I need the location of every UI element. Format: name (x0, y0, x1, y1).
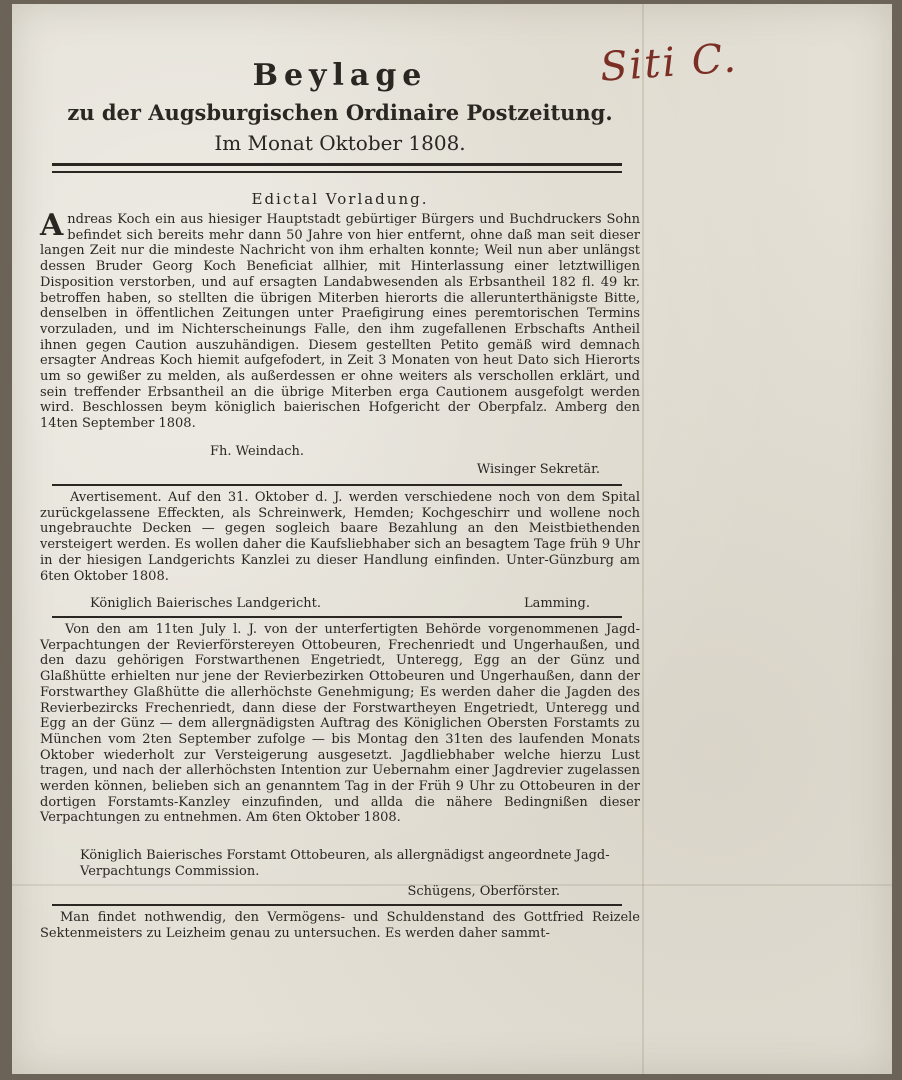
masthead-rule (52, 163, 622, 173)
separator-rule-1 (52, 484, 622, 486)
separator-rule-3 (52, 904, 622, 906)
notice2-signer1: Königlich Baierisches Landgericht. (90, 596, 321, 611)
notice1-dropcap: A (40, 208, 64, 243)
fold-crease-vertical (642, 4, 644, 1074)
notice1-signer2: Wisinger Sekretär. (476, 462, 600, 477)
notice3-signer1: Königlich Baierisches Forstamt Ottobeuren, als allergnädigst angeordnete Jagd-Verpachtungs Commission. (80, 848, 610, 879)
notice1-heading: Edictal Vorladung. (251, 190, 429, 208)
notice3-body: Von den am 11ten July l. J. von der unterfertigten Behörde vorgenommenen Jagd-Verpachtungen der Revierförstereyen Ottobeuren, Frechenriedt und Ungerhaußen, und den dazu gehörigen Forstwarthenen Engetriedt, Unteregg, Egg an der Günz und Glaßhütte erhielten nur jene der Revierbezirken Ottobeuren und Ungerhaußen, dann der Forstwarthey Glaßhütte die allerhöchste Genehmigung; Es werden daher die Jagden des Revierbezircks Frechenriedt, dann diese der Forstwartheyen Engetriedt, Unteregg und Egg an der Günz — dem allergnädigsten Auftrag des Königlichen Obersten Forstamts zu München vom 2ten September zufolge — bis Montag den 31ten des laufenden Monats Oktober wiederholt zur Versteigerung ausgesetzt. Jagdliebhaber welche hierzu Lust tragen, und nach der allerhöchsten Intention zur Uebernahm einer Jagdrevier zugelassen werden können, belieben sich an genanntem Tag in der Früh 9 Uhr zu Ottobeuren in der dortigen Forstamts-Kanzley einzufinden, und allda die nähere Bedingnißen dieser Verpachtungen zu entnehmen. Am 6ten Oktober 1808. (40, 622, 640, 826)
notice3-signer2: Schügens, Oberförster. (407, 884, 560, 899)
masthead-subtitle: zu der Augsburgischen Ordinaire Postzeitung. (67, 100, 613, 125)
masthead-date: Im Monat Oktober 1808. (214, 131, 466, 155)
notice1-signer1: Fh. Weindach. (210, 444, 305, 459)
notice1-body (40, 208, 640, 432)
notice4-body: Man findet nothwendig, den Vermögens- und Schuldenstand des Gottfried Reizele Sektenmeisters zu Leizheim genau zu untersuchen. Es werden daher sammt- (40, 910, 640, 941)
notice2-body (40, 490, 640, 584)
notice2-label: Avertisement. (70, 490, 162, 505)
handwritten-note: Siti C. (598, 35, 740, 91)
notice2-text: Auf den 31. Oktober d. J. werden verschiedene noch von dem Spital zurückgelassene Effeckten, als Schreinwerk, Hemden; Kochgeschirr und wollene noch ungebrauchte Decken — gegen sogleich baare Bezahlung an den Meistbiethenden versteigert werden. Es wollen daher die Kaufsliebhaber sich an besagtem Tage früh 9 Uhr in der hiesigen Landgerichts Kanzlei zu dieser Handlung einfinden. Unter-Günzburg am 6ten Oktober 1808. (40, 490, 640, 584)
masthead-title: Beylage (252, 58, 428, 93)
notice1-text: ndreas Koch ein aus hiesiger Hauptstadt gebürtiger Bürgers und Buchdruckers Sohn befindet sich bereits mehr dann 50 Jahre von hier entfernt, ohne daß man seit dieser langen Zeit nur die mindeste Nachricht von ihm erhalten konnte; Weil nun aber unlängst dessen Bruder Georg Koch Beneficiat allhier, mit Hinterlassung einer letztwilligen Disposition verstorben, und auf ersagten Landabwesenden als Erbsantheil 182 fl. 49 kr. betroffen haben, so stellten die übrigen Miterben hierorts die allerunterthänigste Bitte, denselben in öffentlichen Zeitungen unter Praefigirung eines peremtorischen Termins vorzuladen, und im Nichterscheinungs Falle, den ihm zugefallenen Erbschafts Antheil ihnen gegen Caution auszuhändigen. Diesem gestellten Petito gemäß wird demnach ersagter Andreas Koch hiemit aufgefodert, in Zeit 3 Monaten von heut Dato sich Hierorts um so gewißer zu melden, als außerdessen er ohne weiters als verschollen erklärt, und sein treffender Erbsantheil an die übrige Miterben erga Cautionem ausgefolgt werden wird. Beschlossen beym königlich baierischen Hofgericht der Oberpfalz. Amberg den 14ten September 1808. (40, 212, 640, 432)
separator-rule-2 (52, 616, 622, 618)
notice2-signer2: Lamming. (523, 596, 590, 611)
